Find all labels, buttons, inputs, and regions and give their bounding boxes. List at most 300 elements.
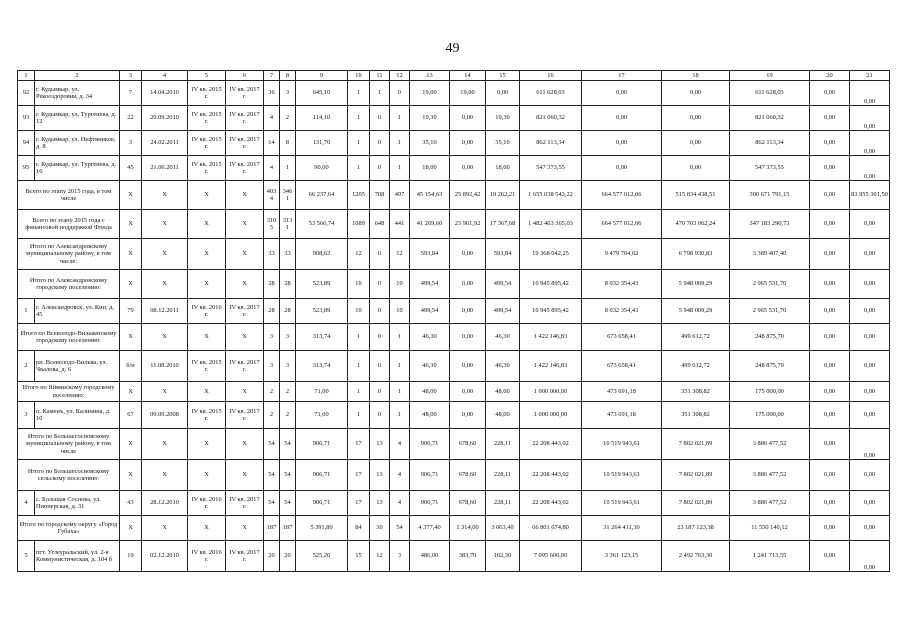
cell-col4: X [142, 429, 188, 460]
cell-col7: 403 4 [264, 181, 280, 210]
column-header: 7 [264, 71, 280, 81]
address-cell: г. Кудымкар, ул. Рекооздоровия, д. 34 [35, 81, 120, 106]
column-number-row [18, 71, 890, 81]
cell-col14: 25 892,42 [450, 181, 486, 210]
cell-col18: 5 948 009,29 [662, 270, 730, 299]
cell-col11: 12 [370, 541, 390, 572]
cell-col21: 83 955 301,50 [850, 181, 890, 210]
cell-col10: 84 [348, 516, 370, 541]
cell-col14: 0,00 [450, 270, 486, 299]
cell-col9: 114,10 [296, 106, 348, 131]
row-number: 5 [18, 541, 35, 572]
total-row [18, 382, 890, 402]
cell-col8: 313 1 [280, 210, 296, 239]
cell-col11: 0 [370, 382, 390, 402]
cell-col21: 0,00 [850, 429, 890, 460]
cell-col10: 1 [348, 382, 370, 402]
cell-col10: 1 [348, 402, 370, 429]
cell-col3: б/н [120, 351, 142, 382]
cell-col7: 310 5 [264, 210, 280, 239]
table-row [18, 402, 890, 429]
cell-col20: 0,00 [810, 131, 850, 156]
cell-col11: 708 [370, 181, 390, 210]
total-row [18, 429, 890, 460]
cell-col17: 8 032 354,43 [582, 270, 662, 299]
quarter-cell: IV кв. 2017 г. [226, 299, 264, 324]
cell-col19: 862 113,34 [730, 131, 810, 156]
cell-col20: 0,00 [810, 516, 850, 541]
cell-col21: 0,00 [850, 402, 890, 429]
cell-col17: 8 032 354,43 [582, 299, 662, 324]
cell-col10: 12 [348, 239, 370, 270]
cell-col21: 0,00 [850, 351, 890, 382]
cell-col3: X [120, 324, 142, 351]
cell-col19: 11 550 140,12 [730, 516, 810, 541]
address-cell: пгт. Углеуральский, ул. 2-я Коммунистическая, д. 104 б [35, 541, 120, 572]
cell-col15: 35,10 [486, 131, 520, 156]
cell-col16: 862 113,34 [520, 131, 582, 156]
quarter-cell: IV кв. 2015 г. [188, 351, 226, 382]
cell-col15: 46,30 [486, 324, 520, 351]
quarter-cell: IV кв. 2015 г. [188, 156, 226, 181]
cell-col9: 131,70 [296, 131, 348, 156]
cell-col14: 0,00 [450, 402, 486, 429]
total-label: Всего по этапу 2015 года с финансовой поддержкой Фонда [18, 210, 120, 239]
cell-col3: 7 [120, 81, 142, 106]
cell-col3: X [120, 382, 142, 402]
cell-col12: 4 [390, 491, 410, 516]
cell-col3: X [120, 181, 142, 210]
cell-col21: 0,00 [850, 270, 890, 299]
date-cell: 21.06.2011 [142, 156, 188, 181]
cell-col7: 2 [264, 382, 280, 402]
date-cell: 28.12.2010 [142, 491, 188, 516]
column-header: 8 [280, 71, 296, 81]
cell-col17: 473 691,18 [582, 382, 662, 402]
cell-col9: 71,00 [296, 382, 348, 402]
cell-col20: 0,00 [810, 210, 850, 239]
cell-col11: 0 [370, 156, 390, 181]
cell-col19: 3 389 407,40 [730, 239, 810, 270]
cell-col17: 0,00 [582, 156, 662, 181]
cell-col14: 23 901,92 [450, 210, 486, 239]
cell-col12: 441 [390, 210, 410, 239]
cell-col3: X [120, 516, 142, 541]
column-header: 21 [850, 71, 890, 81]
cell-col20: 0,00 [810, 270, 850, 299]
cell-col12: 10 [390, 299, 410, 324]
cell-col9: 645,10 [296, 81, 348, 106]
cell-col7: 54 [264, 429, 280, 460]
cell-col13: 41 269,60 [410, 210, 450, 239]
cell-col17: 0,00 [582, 81, 662, 106]
cell-col12: 3 [390, 541, 410, 572]
total-label: Всего по этапу 2015 года, в том числе [18, 181, 120, 210]
cell-col4: X [142, 382, 188, 402]
total-label: Итого по городскому округу «Город Губаха» [18, 516, 120, 541]
cell-col13: 593,84 [410, 239, 450, 270]
cell-col12: 1 [390, 402, 410, 429]
cell-col9: 71,00 [296, 402, 348, 429]
cell-col17: 673 658,41 [582, 351, 662, 382]
cell-col19: 821 060,32 [730, 106, 810, 131]
cell-col20: 0,00 [810, 106, 850, 131]
cell-col16: 22 208 443,02 [520, 491, 582, 516]
table-row [18, 299, 890, 324]
cell-col4: X [142, 239, 188, 270]
cell-col17: 10 519 943,61 [582, 460, 662, 491]
cell-col20: 0,00 [810, 156, 850, 181]
cell-col7: 36 [264, 81, 280, 106]
table-row [18, 541, 890, 572]
cell-col17: 0,00 [582, 131, 662, 156]
cell-col10: 1205 [348, 181, 370, 210]
cell-col10: 1 [348, 156, 370, 181]
cell-col5: X [188, 460, 226, 491]
cell-col20: 0,00 [810, 402, 850, 429]
cell-col12: 1 [390, 351, 410, 382]
cell-col20: 0,00 [810, 299, 850, 324]
cell-col15: 0,00 [486, 81, 520, 106]
total-row [18, 460, 890, 491]
cell-col5: X [188, 239, 226, 270]
cell-col16: 7 095 600,00 [520, 541, 582, 572]
cell-col10: 1089 [348, 210, 370, 239]
cell-col15: 102,30 [486, 541, 520, 572]
cell-col13: 46,30 [410, 351, 450, 382]
cell-col13: 48,00 [410, 402, 450, 429]
cell-col18: 23 187 123,38 [662, 516, 730, 541]
cell-col18: 5 948 009,29 [662, 299, 730, 324]
row-number: 2 [18, 351, 35, 382]
table-row [18, 106, 890, 131]
cell-col13: 45 154,63 [410, 181, 450, 210]
cell-col3: X [120, 239, 142, 270]
cell-col16: 66 801 674,80 [520, 516, 582, 541]
cell-col13: 18,00 [410, 156, 450, 181]
cell-col11: 13 [370, 429, 390, 460]
cell-col12: 12 [390, 239, 410, 270]
cell-col11: 0 [370, 270, 390, 299]
cell-col4: X [142, 516, 188, 541]
date-cell: 08.12.2011 [142, 299, 188, 324]
cell-col9: 525,20 [296, 541, 348, 572]
table-row [18, 156, 890, 181]
cell-col9: 523,89 [296, 299, 348, 324]
cell-col18: 0,00 [662, 156, 730, 181]
row-number: 3 [18, 402, 35, 429]
cell-col4: X [142, 460, 188, 491]
cell-col17: 10 519 943,61 [582, 429, 662, 460]
quarter-cell: IV кв. 2015 г. [188, 106, 226, 131]
cell-col13: 906,71 [410, 429, 450, 460]
cell-col14: 1 314,00 [450, 516, 486, 541]
column-header: 17 [582, 71, 662, 81]
cell-col13: 486,00 [410, 541, 450, 572]
date-cell: 02.12.2010 [142, 541, 188, 572]
cell-col16: 19 368 042,25 [520, 239, 582, 270]
cell-col13: 906,71 [410, 491, 450, 516]
row-number: 4 [18, 491, 35, 516]
cell-col14: 0,00 [450, 324, 486, 351]
total-row [18, 516, 890, 541]
cell-col15: 17 367,68 [486, 210, 520, 239]
cell-col13: 48,00 [410, 382, 450, 402]
total-label: Итого по Большесосновскому муниципальному району, в том числе [18, 429, 120, 460]
cell-col13: 499,54 [410, 299, 450, 324]
column-header: 13 [410, 71, 450, 81]
cell-col19: 1 241 713,55 [730, 541, 810, 572]
address-cell: с. Большая Соснова, ул. Пионерская, д. 31 [35, 491, 120, 516]
cell-col21: 0,00 [850, 491, 890, 516]
total-label: Итого по Всеволодо-Вильвенскому городскому поселению: [18, 324, 120, 351]
cell-col3: 19 [120, 541, 142, 572]
cell-col8: 54 [280, 429, 296, 460]
cell-col5: X [188, 324, 226, 351]
cell-col9: 523,89 [296, 270, 348, 299]
cell-col8: 1 [280, 156, 296, 181]
cell-col16: 1 422 146,83 [520, 351, 582, 382]
column-header: 15 [486, 71, 520, 81]
quarter-cell: IV кв. 2017 г. [226, 131, 264, 156]
cell-col7: 33 [264, 239, 280, 270]
cell-col17: 664 577 012,06 [582, 210, 662, 239]
cell-col19: 175 000,00 [730, 382, 810, 402]
cell-col20: 0,00 [810, 239, 850, 270]
quarter-cell: IV кв. 2016 г. [188, 541, 226, 572]
cell-col16: 1 000 000,00 [520, 382, 582, 402]
cell-col3: X [120, 270, 142, 299]
cell-col6: X [226, 516, 264, 541]
cell-col19: 175 000,00 [730, 402, 810, 429]
cell-col8: 3 [280, 351, 296, 382]
cell-col6: X [226, 460, 264, 491]
cell-col8: 3 [280, 81, 296, 106]
cell-col7: 4 [264, 156, 280, 181]
cell-col4: X [142, 324, 188, 351]
column-header: 1 [18, 71, 35, 81]
cell-col20: 0,00 [810, 491, 850, 516]
quarter-cell: IV кв. 2017 г. [226, 156, 264, 181]
total-row [18, 210, 890, 239]
cell-col16: 1 422 146,83 [520, 324, 582, 351]
cell-col21: 0,00 [850, 106, 890, 131]
cell-col8: 8 [280, 131, 296, 156]
cell-col19: 2 965 531,70 [730, 299, 810, 324]
cell-col16: 16 945 895,42 [520, 299, 582, 324]
cell-col6: X [226, 181, 264, 210]
cell-col14: 678,60 [450, 491, 486, 516]
cell-col11: 13 [370, 460, 390, 491]
column-header: 2 [35, 71, 120, 81]
cell-col12: 1 [390, 131, 410, 156]
cell-col20: 0,00 [810, 429, 850, 460]
cell-col15: 228,11 [486, 429, 520, 460]
cell-col12: 497 [390, 181, 410, 210]
cell-col17: 473 691,18 [582, 402, 662, 429]
cell-col17: 9 479 704,02 [582, 239, 662, 270]
date-cell: 24.02.2011 [142, 131, 188, 156]
cell-col6: X [226, 324, 264, 351]
address-cell: рп. Всеволодо-Вильва, ул. Чкалова, д. 6 [35, 351, 120, 382]
cell-col5: X [188, 210, 226, 239]
address-cell: г. Кудымкар, ул. Тургенева, д. 12 [35, 106, 120, 131]
cell-col9: 5 391,80 [296, 516, 348, 541]
cell-col18: 0,00 [662, 131, 730, 156]
cell-col14: 19,00 [450, 81, 486, 106]
cell-col15: 19,30 [486, 106, 520, 131]
address-cell: г. Кудымкар, ул. Тургенева, д. 16 [35, 156, 120, 181]
cell-col18: 0,00 [662, 106, 730, 131]
cell-col9: 313,74 [296, 324, 348, 351]
cell-col5: X [188, 270, 226, 299]
cell-col12: 4 [390, 429, 410, 460]
cell-col8: 54 [280, 491, 296, 516]
row-number: 93 [18, 106, 35, 131]
cell-col14: 0,00 [450, 382, 486, 402]
cell-col17: 31 264 411,30 [582, 516, 662, 541]
cell-col8: 3 [280, 324, 296, 351]
cell-col8: 28 [280, 270, 296, 299]
cell-col3: 79 [120, 299, 142, 324]
cell-col14: 0,00 [450, 239, 486, 270]
date-cell: 20.09.2010 [142, 106, 188, 131]
cell-col17: 673 658,41 [582, 324, 662, 351]
cell-col10: 1 [348, 81, 370, 106]
cell-col11: 648 [370, 210, 390, 239]
cell-col20: 0,00 [810, 324, 850, 351]
cell-col10: 17 [348, 491, 370, 516]
cell-col19: 390 671 791,15 [730, 181, 810, 210]
total-label: Итого по Александровскому муниципальному району, в том числе: [18, 239, 120, 270]
cell-col14: 383,70 [450, 541, 486, 572]
housing-register-table [17, 70, 890, 572]
cell-col9: 906,71 [296, 429, 348, 460]
cell-col20: 0,00 [810, 351, 850, 382]
total-row [18, 181, 890, 210]
cell-col21: 0,00 [850, 324, 890, 351]
cell-col12: 0 [390, 81, 410, 106]
cell-col14: 0,00 [450, 299, 486, 324]
cell-col9: 908,63 [296, 239, 348, 270]
cell-col19: 3 886 477,52 [730, 429, 810, 460]
cell-col7: 14 [264, 131, 280, 156]
date-cell: 14.04.2010 [142, 81, 188, 106]
cell-col7: 54 [264, 460, 280, 491]
cell-col16: 1 655 038 543,22 [520, 181, 582, 210]
cell-col8: 2 [280, 382, 296, 402]
cell-col21: 0,00 [850, 156, 890, 181]
cell-col8: 2 [280, 402, 296, 429]
cell-col7: 28 [264, 270, 280, 299]
cell-col14: 0,00 [450, 131, 486, 156]
cell-col14: 0,00 [450, 106, 486, 131]
cell-col21: 0,00 [850, 516, 890, 541]
cell-col14: 678,60 [450, 460, 486, 491]
cell-col19: 248 875,70 [730, 351, 810, 382]
total-label: Итого по Яйвинскому городскому поселению: [18, 382, 120, 402]
cell-col8: 20 [280, 541, 296, 572]
address-cell: г. Александровск, ул. Кин, д. 45 [35, 299, 120, 324]
cell-col8: 33 [280, 239, 296, 270]
table-row [18, 81, 890, 106]
cell-col18: 7 802 021,89 [662, 460, 730, 491]
cell-col13: 19,00 [410, 81, 450, 106]
cell-col15: 19 262,21 [486, 181, 520, 210]
cell-col7: 3 [264, 351, 280, 382]
cell-col11: 0 [370, 299, 390, 324]
quarter-cell: IV кв. 2017 г. [226, 491, 264, 516]
cell-col19: 248 875,70 [730, 324, 810, 351]
cell-col3: 3 [120, 131, 142, 156]
cell-col10: 1 [348, 351, 370, 382]
date-cell: 09.09.2008 [142, 402, 188, 429]
cell-col6: X [226, 270, 264, 299]
cell-col13: 499,54 [410, 270, 450, 299]
total-label: Итого по Александровскому городскому поселению: [18, 270, 120, 299]
cell-col15: 3 063,40 [486, 516, 520, 541]
quarter-cell: IV кв. 2016 г. [188, 299, 226, 324]
cell-col18: 7 802 021,89 [662, 491, 730, 516]
cell-col5: X [188, 181, 226, 210]
column-header: 3 [120, 71, 142, 81]
cell-col6: X [226, 210, 264, 239]
cell-col10: 1 [348, 131, 370, 156]
cell-col21: 0,00 [850, 460, 890, 491]
cell-col21: 0,00 [850, 299, 890, 324]
quarter-cell: IV кв. 2017 г. [226, 541, 264, 572]
cell-col11: 0 [370, 131, 390, 156]
total-row [18, 324, 890, 351]
table-row [18, 351, 890, 382]
cell-col18: 499 612,72 [662, 324, 730, 351]
column-header: 4 [142, 71, 188, 81]
cell-col16: 22 208 443,02 [520, 460, 582, 491]
cell-col10: 10 [348, 299, 370, 324]
cell-col8: 28 [280, 299, 296, 324]
quarter-cell: IV кв. 2017 г. [226, 81, 264, 106]
cell-col9: 90,00 [296, 156, 348, 181]
quarter-cell: IV кв. 2016 г. [188, 491, 226, 516]
cell-col18: 2 492 763,30 [662, 541, 730, 572]
cell-col12: 4 [390, 460, 410, 491]
cell-col8: 54 [280, 460, 296, 491]
cell-col17: 3 361 123,15 [582, 541, 662, 572]
cell-col15: 48,00 [486, 382, 520, 402]
cell-col8: 187 [280, 516, 296, 541]
cell-col19: 347 183 290,73 [730, 210, 810, 239]
cell-col7: 28 [264, 299, 280, 324]
cell-col5: X [188, 516, 226, 541]
cell-col19: 547 373,55 [730, 156, 810, 181]
column-header: 18 [662, 71, 730, 81]
cell-col17: 0,00 [582, 106, 662, 131]
cell-col16: 22 208 443,02 [520, 429, 582, 460]
cell-col15: 18,00 [486, 156, 520, 181]
cell-col21: 0,00 [850, 131, 890, 156]
cell-col14: 678,60 [450, 429, 486, 460]
cell-col6: X [226, 429, 264, 460]
table-body [18, 71, 890, 572]
cell-col3: 22 [120, 106, 142, 131]
cell-col17: 10 519 943,61 [582, 491, 662, 516]
cell-col9: 906,71 [296, 460, 348, 491]
cell-col20: 0,00 [810, 81, 850, 106]
cell-col7: 2 [264, 402, 280, 429]
cell-col21: 0,00 [850, 239, 890, 270]
cell-col10: 15 [348, 541, 370, 572]
column-header: 16 [520, 71, 582, 81]
